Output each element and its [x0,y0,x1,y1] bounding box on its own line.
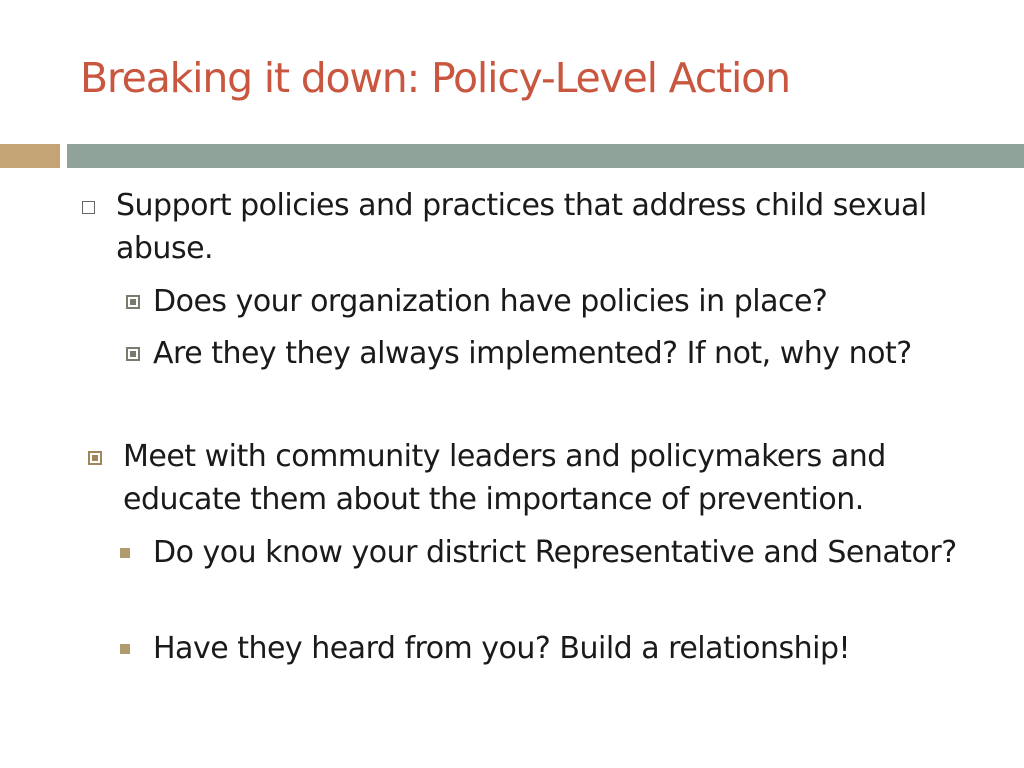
framed-square-icon [126,347,140,361]
bullet-1-sub-1-text: Does your organization have policies in place? [153,284,828,319]
bullet-2-sub-1-text: Do you know your district Representative and Senator? [153,535,957,570]
hollow-square-icon [82,201,95,214]
bullet-1-sub-2-text: Are they they always implemented? If not, why not? [153,336,912,371]
bullet-1-text: Support policies and practices that address child sexual abuse. [116,188,927,266]
framed-square-icon [126,295,140,309]
solid-square-icon [120,548,130,558]
framed-square-icon [88,451,102,465]
slide-title: Breaking it down: Policy-Level Action [80,54,790,102]
solid-square-icon [120,644,130,654]
bullet-2-sub-2-text: Have they heard from you? Build a relationship! [153,631,851,666]
bullet-2-text: Meet with community leaders and policymakers and educate them about the importance of prevention. [123,439,886,517]
